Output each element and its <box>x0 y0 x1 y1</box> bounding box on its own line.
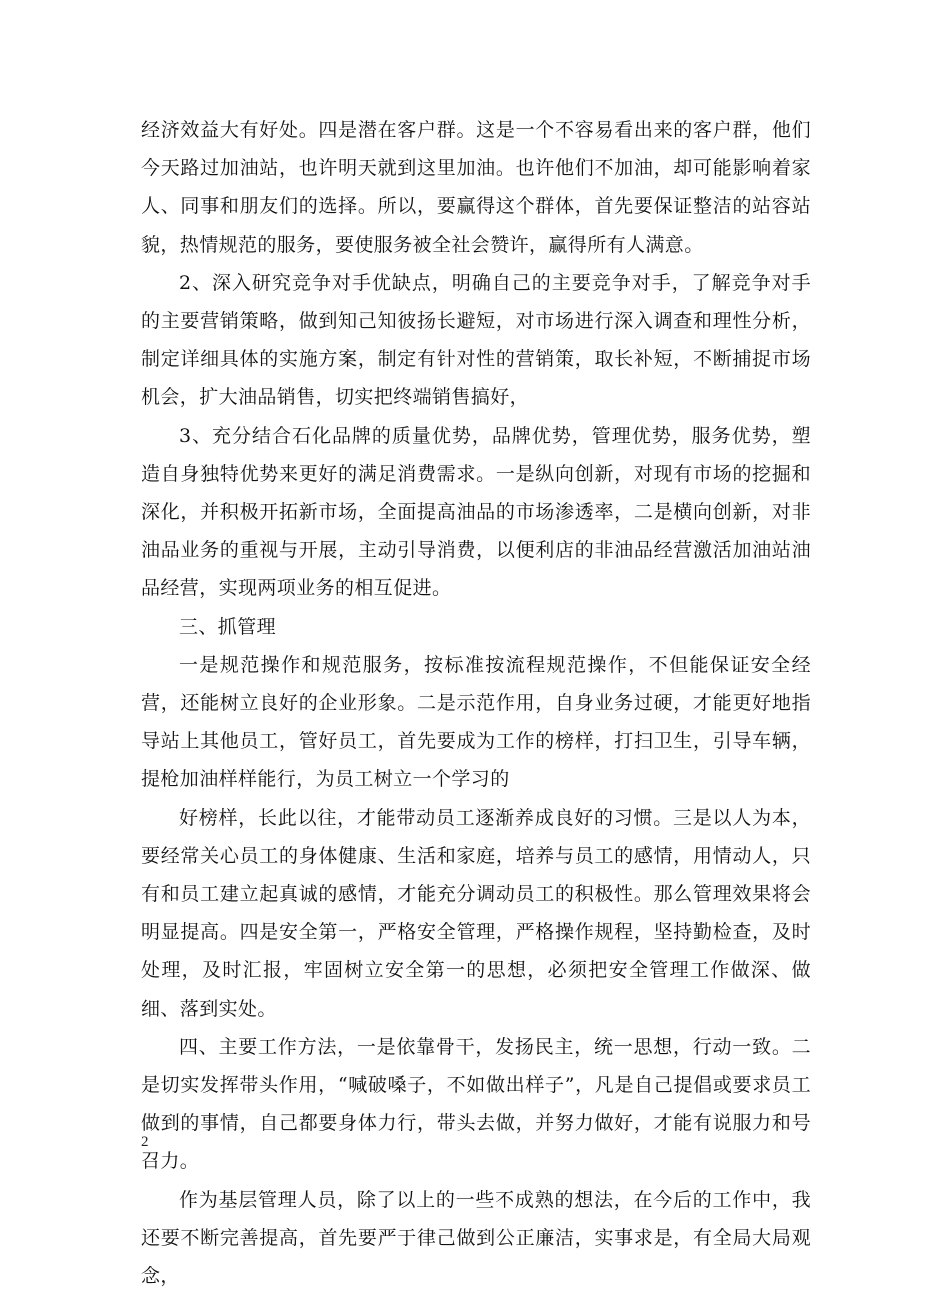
section-heading: 三、抓管理 <box>179 615 277 638</box>
paragraph: 3、充分结合石化品牌的质量优势，品牌优势，管理优势，服务优势，塑造自身独特优势来更好的满足消费需求。一是纵向创新，对现有市场的挖掘和深化，并积极开拓新市场，全面提高油品的市场渗透率，二是横向创新，对非油品业务的重视与开展，主动引导消费，以便利店的非油品经营激活加油站油品经营，实现两项业务的相互促进。 <box>141 424 811 600</box>
paragraph: 作为基层管理人员，除了以上的一些不成熟的想法，在今后的工作中，我还要不断完善提高，首先要严于律己做到公正廉洁，实事求是，有全局大局观念， <box>141 1188 811 1288</box>
paragraph: 四、主要工作方法，一是依靠骨干，发扬民主，统一思想，行动一致。二是切实发挥带头作用，“喊破嗓子，不如做出样子”，凡是自己提倡或要求员工做到的事情，自己都要身体力行，带头去做，并努力做好，才能有说服力和号召力。 <box>141 1035 811 1173</box>
paragraph: 好榜样，长此以往，才能带动员工逐渐养成良好的习惯。三是以人为本，要经常关心员工的身体健康、生活和家庭，培养与员工的感情，用情动人，只有和员工建立起真诚的感情，才能充分调动员工的积极性。那么管理效果将会明显提高。四是安全第一，严格安全管理，严格操作规程，坚持勤检查，及时处理，及时汇报，牢固树立安全第一的思想，必须把安全管理工作做深、做细、落到实处。 <box>141 806 811 1020</box>
paragraph: 经济效益大有好处。四是潜在客户群。这是一个不容易看出来的客户群，他们今天路过加油站，也许明天就到这里加油。也许他们不加油，却可能影响着家人、同事和朋友们的选择。所以，要赢得这个群体，首先要保证整洁的站容站貌，热情规范的服务，要使服务被全社会赞许，赢得所有人满意。 <box>141 119 811 256</box>
page-number: 2 <box>141 1134 149 1150</box>
paragraph: 一是规范操作和规范服务，按标准按流程规范操作，不但能保证安全经营，还能树立良好的企业形象。二是示范作用，自身业务过硬，才能更好地指导站上其他员工，管好员工，首先要成为工作的榜样，打扫卫生，引导车辆，提枪加油样样能行，为员工树立一个学习的 <box>141 653 811 791</box>
document-body <box>141 111 811 1295</box>
paragraph: 2、深入研究竞争对手优缺点，明确自己的主要竞争对手，了解竞争对手的主要营销策略，做到知己知彼扬长避短，对市场进行深入调查和理性分析，制定详细具体的实施方案，制定有针对性的营销策，取长补短，不断捕捉市场机会，扩大油品销售，切实把终端销售搞好， <box>141 271 811 409</box>
